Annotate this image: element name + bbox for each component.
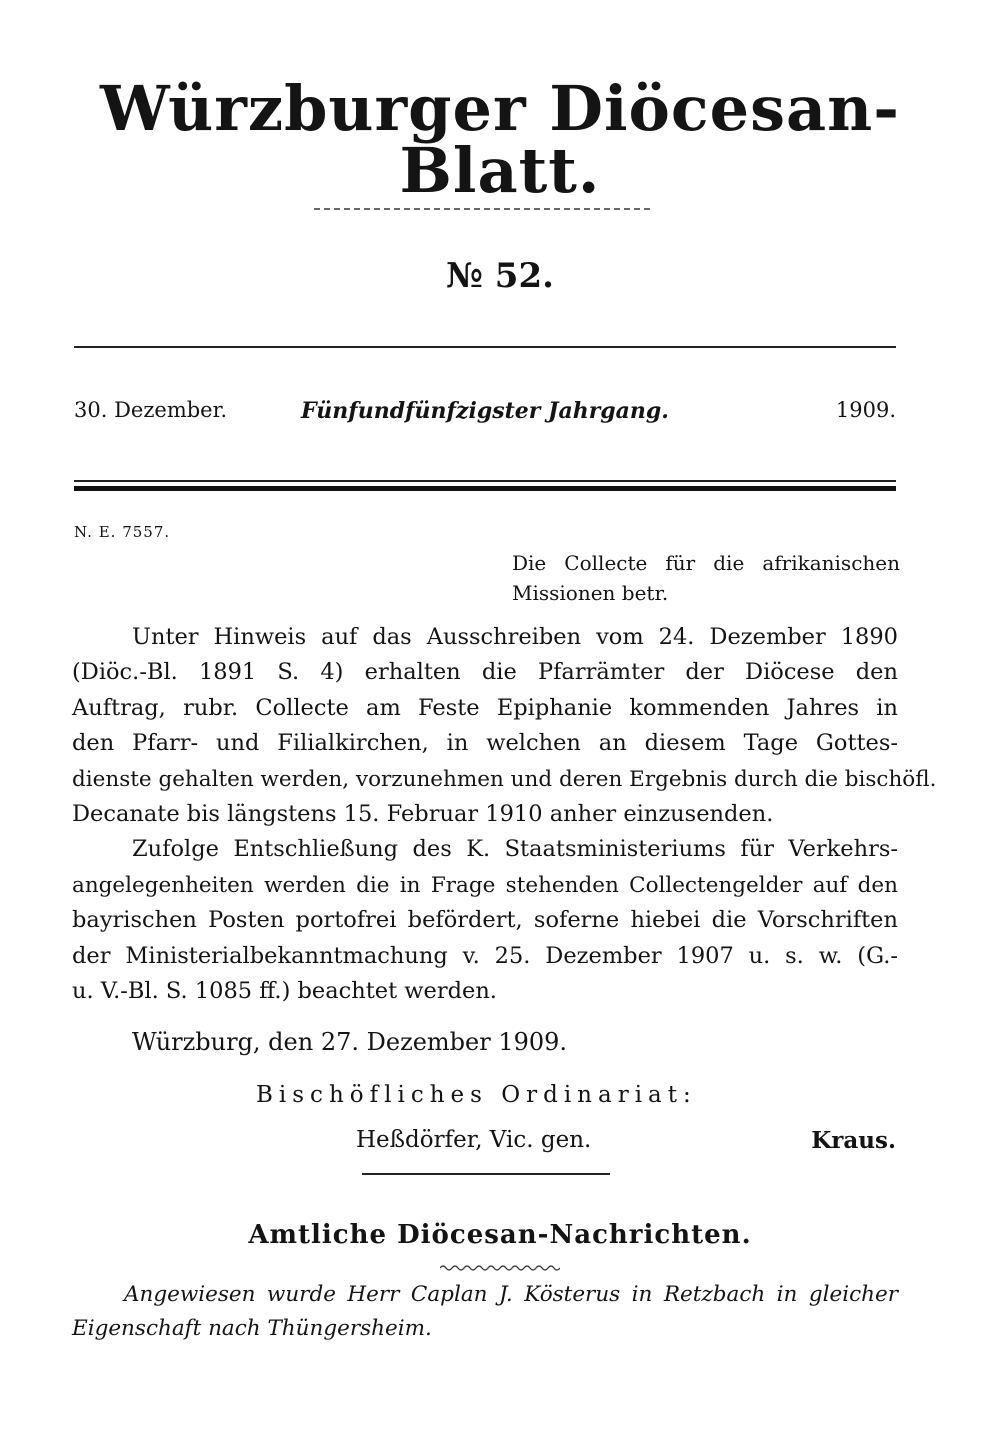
reference-number: N. E. 7557. <box>74 523 171 541</box>
notice-subject <box>512 548 900 608</box>
news-line: Eigenschaft nach Thüngersheim. <box>72 1316 432 1341</box>
masthead-title: Würzburger Diöcesan-Blatt. <box>100 72 900 207</box>
body-line: Decanate bis längstens 15. Februar 1910 anher einzusenden. <box>72 801 774 828</box>
body-line: dienste gehalten werden, vorzunehmen und deren Ergebnis durch die bischöfl. <box>72 766 937 792</box>
header-rule-top <box>74 346 896 348</box>
subject-line: Die Collecte für die afrikanischen <box>512 551 900 575</box>
issuing-office: Bischöfliches Ordinariat: <box>256 1082 697 1108</box>
news-section-title: Amtliche Diöcesan-Nachrichten. <box>248 1220 752 1250</box>
dateline <box>74 398 896 432</box>
news-body <box>72 1278 898 1346</box>
masthead-dashed-divider <box>314 208 650 214</box>
header-rule-double-top <box>74 480 896 482</box>
signatory-name: Kraus. <box>811 1127 896 1154</box>
body-line: den Pfarr- und Filialkirchen, in welchen an diesem Tage Gottes- <box>72 730 898 757</box>
body-line: Zufolge Entschließung des K. Staatsministeriums für Verkehrs- <box>132 836 898 863</box>
volume-label: Fünfundfünfzigster Jahrgang. <box>301 398 669 424</box>
notice-body <box>72 620 937 1009</box>
issue-date: 30. Dezember. <box>74 398 228 422</box>
header-rule-double-bottom <box>74 486 896 491</box>
issue-year: 1909. <box>835 398 896 422</box>
title-ornament <box>440 1264 560 1272</box>
body-line: der Ministerialbekanntmachung v. 25. Dezember 1907 u. s. w. (G.- <box>72 942 898 969</box>
body-line: (Diöc.-Bl. 1891 S. 4) erhalten die Pfarrämter der Diöcese den <box>72 659 898 686</box>
subject-line: Missionen betr. <box>512 581 669 605</box>
body-line: u. V.-Bl. S. 1085 ff.) beachtet werden. <box>72 978 497 1005</box>
issue-number: № 52. <box>446 256 554 296</box>
body-line: Auftrag, rubr. Collecte am Feste Epiphanie kommenden Jahres in <box>72 694 898 721</box>
body-line: angelegenheiten werden die in Frage stehenden Collectengelder auf den <box>72 872 898 898</box>
body-line: Unter Hinweis auf das Ausschreiben vom 24. Dezember 1890 <box>132 624 898 650</box>
section-divider <box>362 1173 610 1175</box>
news-line: Angewiesen wurde Herr Caplan J. Kösterus in Retzbach in gleicher <box>124 1282 898 1307</box>
body-line: bayrischen Posten portofrei befördert, soferne hiebei die Vorschriften <box>72 907 898 934</box>
place-and-date: Würzburg, den 27. Dezember 1909. <box>132 1028 568 1056</box>
signatory-vicar-general: Heßdörfer, Vic. gen. <box>356 1127 592 1153</box>
